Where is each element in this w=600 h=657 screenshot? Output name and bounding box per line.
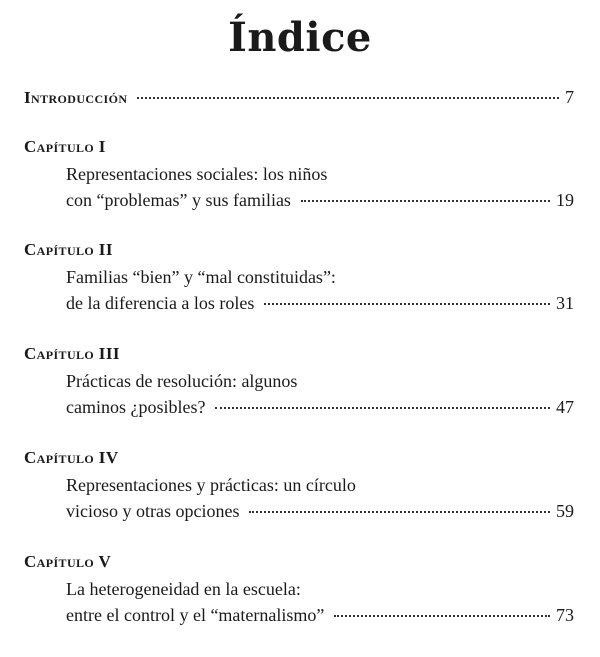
toc-chapter-1 bbox=[24, 136, 574, 213]
dot-leader bbox=[301, 200, 550, 202]
chapter-heading: Capítulo I bbox=[24, 137, 106, 156]
chapter-title-line: de la diferencia a los roles bbox=[66, 293, 255, 313]
chapter-title-line: entre el control y el “maternalismo” bbox=[66, 605, 325, 625]
chapter-title-line: caminos ¿posibles? bbox=[66, 397, 206, 417]
toc-page-number: 59 bbox=[556, 501, 574, 521]
chapter-title-line: La heterogeneidad en la escuela: bbox=[66, 579, 301, 599]
dot-leader bbox=[334, 615, 550, 617]
chapter-title-line: con “problemas” y sus familias bbox=[66, 190, 291, 210]
chapter-title-line-with-page bbox=[66, 394, 574, 420]
toc-chapter-5 bbox=[24, 551, 574, 628]
chapter-heading: Capítulo II bbox=[24, 240, 113, 259]
toc-page-number: 73 bbox=[556, 605, 574, 625]
toc-page-number: 7 bbox=[565, 87, 574, 107]
chapter-title-line-with-page bbox=[66, 187, 574, 213]
toc-page-number: 31 bbox=[556, 293, 574, 313]
chapter-title-line: Representaciones sociales: los niños bbox=[66, 164, 328, 184]
toc-page-number: 19 bbox=[556, 190, 574, 210]
chapter-title-line: Familias “bien” y “mal constituidas”: bbox=[66, 267, 336, 287]
chapter-heading: Capítulo IV bbox=[24, 448, 119, 467]
chapter-title-line-with-page bbox=[66, 498, 574, 524]
toc-page-number: 47 bbox=[556, 397, 574, 417]
toc-chapter-2 bbox=[24, 239, 574, 316]
chapter-heading: Capítulo V bbox=[24, 552, 112, 571]
chapter-title-line: vicioso y otras opciones bbox=[66, 501, 240, 521]
dot-leader bbox=[264, 303, 550, 305]
chapter-title-line: Prácticas de resolución: algunos bbox=[66, 371, 298, 391]
toc-chapter-4 bbox=[24, 447, 574, 524]
chapter-heading: Capítulo III bbox=[24, 344, 120, 363]
page-title: Índice bbox=[228, 14, 372, 61]
chapter-title-line-with-page bbox=[66, 290, 574, 316]
dot-leader bbox=[215, 407, 550, 409]
chapter-title-line-with-page bbox=[66, 602, 574, 628]
chapter-title-line: Representaciones y prácticas: un círculo bbox=[66, 475, 356, 495]
toc-entry-label: Introducción bbox=[24, 88, 128, 107]
toc-entry-introduction bbox=[24, 86, 574, 109]
dot-leader bbox=[137, 97, 559, 99]
toc-chapter-3 bbox=[24, 343, 574, 420]
dot-leader bbox=[249, 511, 550, 513]
